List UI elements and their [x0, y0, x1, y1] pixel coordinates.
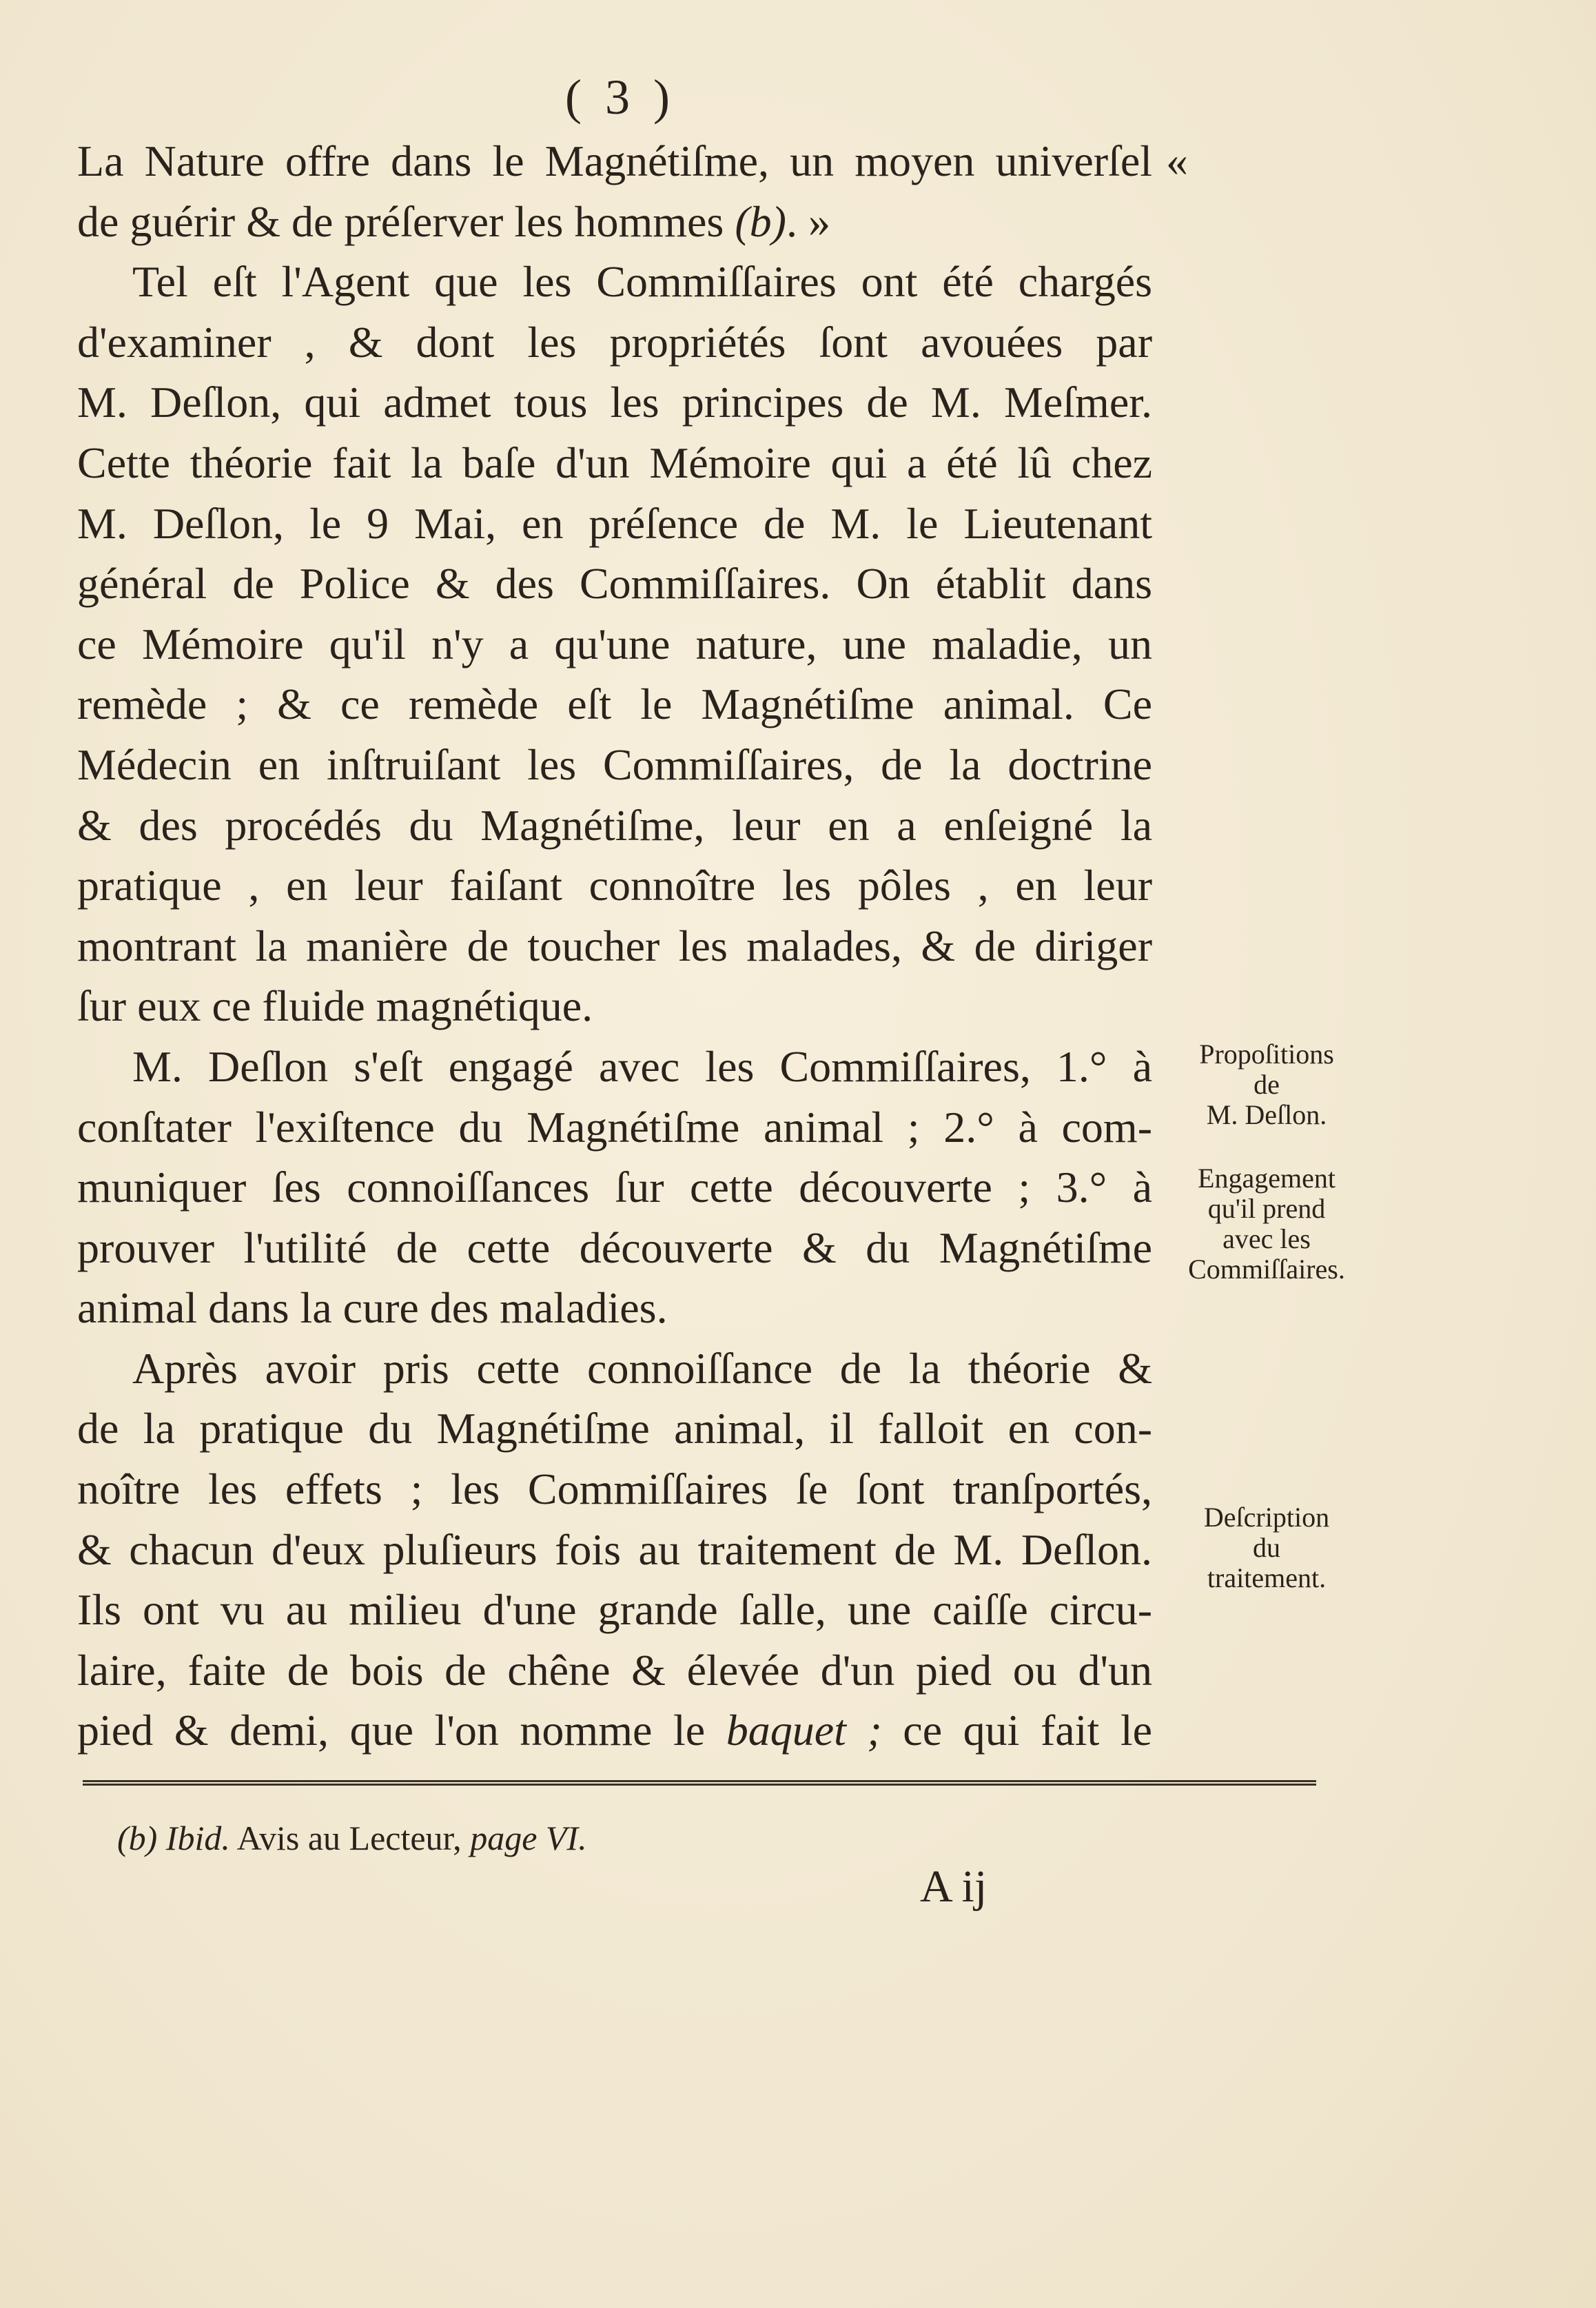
footnote-page: page VI.	[470, 1819, 587, 1857]
footnote: (b) Ibid. Avis au Lecteur, page VI.	[117, 1819, 587, 1857]
text-line: M. Deſlon, le 9 Mai, en préſence de M. le Lieutenant	[77, 498, 1152, 548]
text-line: & chacun d'eux pluſieurs fois au traitement de M. Deſlon.	[77, 1524, 1152, 1574]
text-line: Ils ont vu au milieu d'une grande ſalle, une caiſſe circu-	[77, 1585, 1152, 1635]
text-line: ſur eux ce fluide magnétique.	[77, 981, 593, 1031]
text-line: Après avoir pris cette connoiſſance de la théorie &	[132, 1343, 1152, 1393]
text-line: prouver l'utilité de cette découverte & du Magnétiſme	[77, 1223, 1152, 1272]
text-line: général de Police & des Commiſſaires. On établit dans	[77, 559, 1152, 609]
text-line: laire, faite de bois de chêne & élevée d'un pied ou d'un	[77, 1645, 1152, 1695]
text-line: Tel eſt l'Agent que les Commiſſaires ont été chargés	[132, 257, 1152, 307]
footnote-rule	[83, 1780, 1316, 1786]
text-line: M. Deſlon, qui admet tous les principes de M. Meſmer.	[77, 378, 1152, 427]
text-line: animal dans la cure des maladies.	[77, 1283, 668, 1333]
text-line: ce Mémoire qu'il n'y a qu'une nature, une maladie, un	[77, 619, 1152, 668]
text-line: montrant la manière de toucher les malades, & de diriger	[77, 921, 1152, 970]
main-text	[77, 131, 1188, 1761]
margin-note-engagement: Engagement qu'il prend avec les Commiſſaires.	[1188, 1163, 1345, 1285]
margin-note-description: Deſcription du traitement.	[1203, 1502, 1330, 1593]
text-line: de la pratique du Magnétiſme animal, il falloit en con-	[77, 1404, 1152, 1453]
text-line: muniquer ſes connoiſſances ſur cette découverte ; 3.° à	[77, 1163, 1152, 1212]
text-line: conſtater l'exiſtence du Magnétiſme animal ; 2.° à com-	[77, 1102, 1152, 1152]
text-line: Cette théorie fait la baſe d'un Mémoire qui a été lû chez	[77, 438, 1152, 487]
text-line: noître les effets ; les Commiſſaires ſe ſont tranſportés,	[77, 1464, 1152, 1514]
footnote-label: (b) Ibid.	[117, 1819, 230, 1857]
continuation-quote: «	[1166, 136, 1188, 185]
page-number: ( 3 )	[565, 70, 675, 125]
text-line: remède ; & ce remède eſt le Magnétiſme animal. Ce	[77, 680, 1152, 729]
footnote-reference: (b)	[735, 196, 786, 246]
text-line: M. Deſlon s'eſt engagé avec les Commiſſaires, 1.° à	[132, 1041, 1152, 1091]
text-line: pratique , en leur faiſant connoître les pôles , en leur	[77, 861, 1152, 910]
signature-mark: A ij	[920, 1861, 988, 1912]
text-line: d'examiner , & dont les propriétés ſont avouées par	[77, 317, 1152, 367]
italic-term: baquet ;	[726, 1706, 882, 1755]
margin-note-propositions: Propoſitions de M. Deſlon.	[1199, 1039, 1334, 1130]
text-line: pied & demi, que l'on nomme le baquet ; ce qui fait le	[77, 1706, 1153, 1755]
text-line: Médecin en inſtruiſant les Commiſſaires, de la doctrine	[77, 739, 1152, 789]
text-line: de guérir & de préſerver les hommes (b). »	[77, 196, 830, 246]
text-line: La Nature offre dans le Magnétiſme, un moyen univerſel «	[77, 131, 1152, 192]
text-line: & des procédés du Magnétiſme, leur en a enſeigné la	[77, 800, 1152, 850]
